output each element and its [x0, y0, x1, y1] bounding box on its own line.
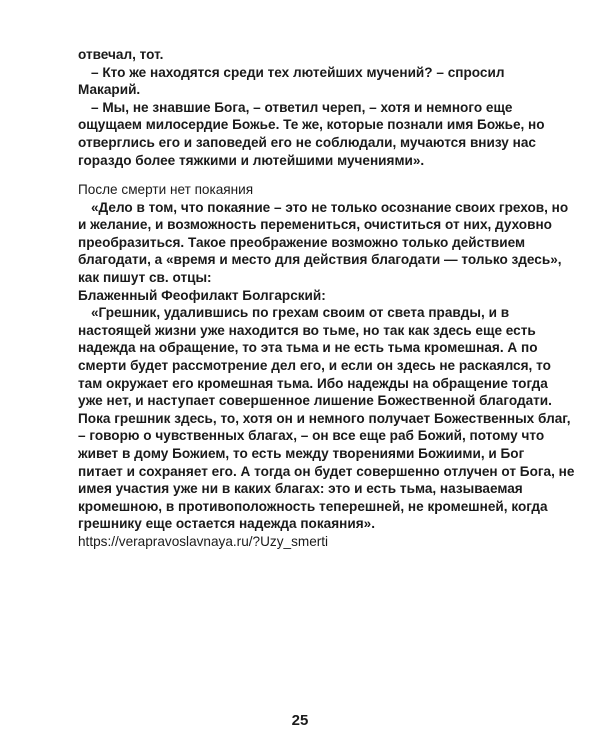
text-line: там окружает его кромешная тьма. Ибо надежды на обращение тогда: [78, 375, 548, 391]
text-line: грешнику еще остается надежда покаяния».: [78, 516, 375, 532]
text-line: как пишут св. отцы:: [78, 269, 212, 285]
page-number: 25: [291, 712, 309, 729]
text-line: уже нет, и наступает совершенное лишение Божественной благодати.: [78, 393, 552, 409]
text-line: смерти будет рассмотрение дел его, и если он здесь не раскаялся, то: [78, 357, 551, 373]
text-line: – Мы, не знавшие Бога, – ответил череп, – хотя и немного еще: [91, 99, 513, 115]
source-url: https://verapravoslavnaya.ru/?Uzy_smerti: [78, 533, 329, 549]
text-line: отверглись его и заповедей его не соблюдали, мучаются внизу нас: [78, 134, 536, 150]
text-line: Пока грешник здесь, то, хотя он и немного получает Божественных благ,: [78, 410, 571, 426]
text-line: преобразиться. Такое преображение возможно только действием: [78, 234, 526, 250]
text-line: – говорю о чувственных благах, – он все еще раб Божий, потому что: [78, 428, 545, 444]
text-line: имея участия уже ни в каких благах: это и есть тьма, называемая: [78, 481, 523, 497]
text-line: отвечал, тот.: [78, 47, 164, 62]
text-line: Блаженный Феофилакт Болгарский:: [78, 287, 326, 303]
text-line: Макарий.: [78, 82, 141, 98]
section-no-repentance: [78, 181, 575, 550]
text-line: «Грешник, удалившись по грехам своим от света правды, и в: [91, 305, 510, 321]
text-line: и желание, и возможность перемениться, очиститься от них, духовно: [78, 217, 552, 233]
text-line: ощущаем милосердие Божье. Те же, которые познали имя Божье, но: [78, 117, 545, 133]
text-line: надежда на обращение, то эта тьма и не есть тьма кромешная. А по: [78, 340, 538, 356]
text-line: живет в дому Божием, то есть между творениями Божиими, и Бог: [78, 445, 525, 461]
section-heading: После смерти нет покаяния: [78, 182, 254, 197]
text-line: благодати, а «время и место для действия благодати — только здесь»,: [78, 252, 562, 268]
text-line: кромешною, в противоположность теперешней, не кромешней, когда: [78, 498, 548, 514]
text-line: питает и сохраняет его. А тогда он будет совершенно отлучен от Бога, не: [78, 463, 575, 479]
text-line: гораздо более тяжкими и лютейшими мучениями».: [78, 152, 425, 168]
text-line: «Дело в том, что покаяние – это не только осознание своих грехов, но: [91, 199, 569, 215]
text-line: – Кто же находятся среди тех лютейших мучений? – спросил: [91, 64, 505, 80]
text-line: настоящей жизни уже находится во тьме, но так как здесь еще есть: [78, 322, 536, 338]
dialogue-excerpt: [78, 46, 545, 169]
